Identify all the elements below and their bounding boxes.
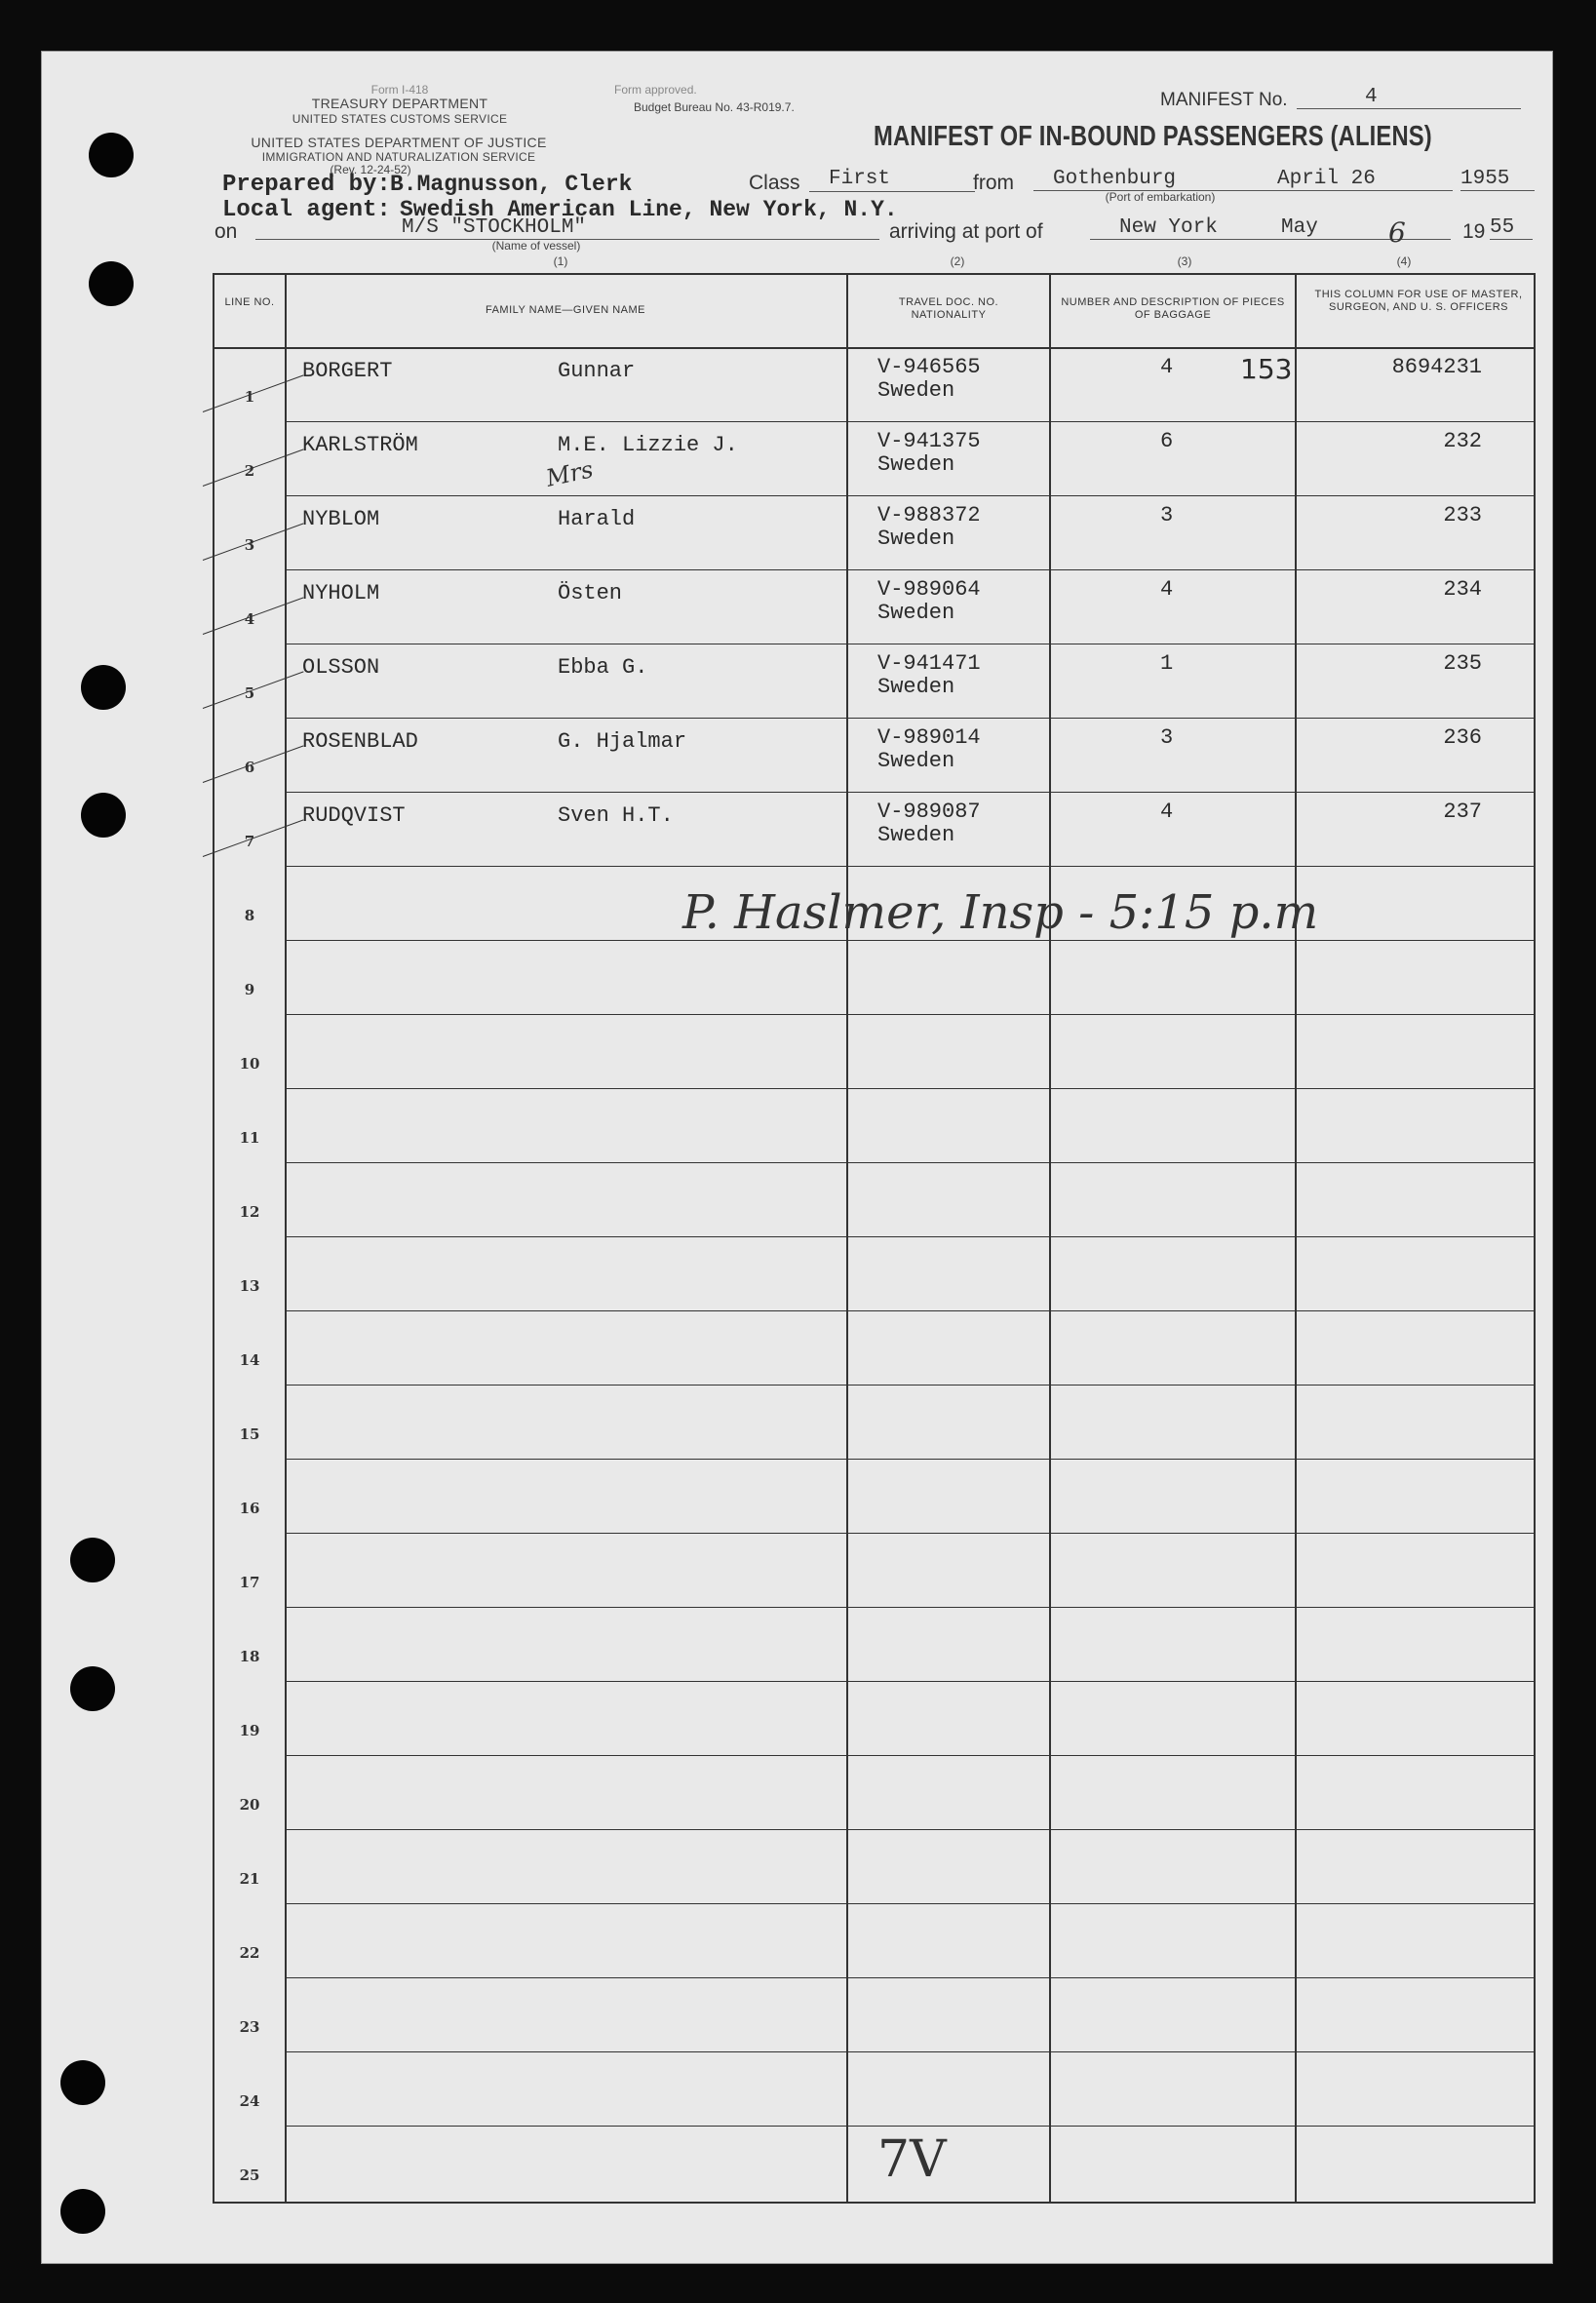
family-name: ROSENBLAD xyxy=(302,729,418,754)
prepared-by-value: B.Magnusson, Clerk xyxy=(390,172,633,197)
row-divider xyxy=(285,1459,1534,1460)
baggage-count: 6 xyxy=(1160,429,1174,453)
row-divider xyxy=(285,1236,1534,1237)
row-divider xyxy=(285,1755,1534,1756)
baggage-count: 3 xyxy=(1160,503,1174,527)
line-number: 2 xyxy=(244,462,255,480)
given-name: Östen xyxy=(558,581,623,605)
line-number: 10 xyxy=(239,1055,260,1073)
line-number: 8 xyxy=(244,907,255,924)
line-number: 20 xyxy=(239,1796,260,1814)
given-name: M.E. Lizzie J. xyxy=(558,433,738,457)
baggage-count: 3 xyxy=(1160,725,1174,750)
arrival-year-prefix: 19 xyxy=(1462,220,1486,243)
binder-hole xyxy=(70,1538,115,1582)
given-name: Gunnar xyxy=(558,359,636,383)
line-number: 17 xyxy=(239,1574,260,1591)
line-number: 14 xyxy=(239,1351,260,1369)
arriving-label: arriving at port of xyxy=(889,220,1043,243)
nationality: Sweden xyxy=(877,527,955,551)
nationality: Sweden xyxy=(877,749,955,773)
column-divider xyxy=(1049,275,1051,2202)
nationality: Sweden xyxy=(877,601,955,625)
line-tick-mark xyxy=(203,671,304,709)
arrival-year: 55 xyxy=(1490,216,1533,240)
header-baggage: NUMBER AND DESCRIPTION OF PIECES OF BAGGAGE xyxy=(1061,296,1285,321)
local-agent-label: Local agent: xyxy=(222,197,391,223)
binder-hole xyxy=(81,665,126,710)
family-name: KARLSTRÖM xyxy=(302,433,418,457)
class-label: Class xyxy=(749,172,800,194)
row-divider xyxy=(285,2051,1534,2052)
line-number: 11 xyxy=(239,1129,260,1147)
row-divider xyxy=(285,1162,1534,1163)
handwritten-number: 153 xyxy=(1240,353,1293,385)
row-divider xyxy=(285,792,1534,793)
nationality: Sweden xyxy=(877,823,955,847)
family-name: NYHOLM xyxy=(302,581,380,605)
family-name: OLSSON xyxy=(302,655,380,680)
binder-hole xyxy=(81,793,126,838)
line-number: 16 xyxy=(239,1500,260,1517)
inspector-signature: P. Haslmer, Insp - 5:15 p.m xyxy=(682,885,1319,940)
line-number: 21 xyxy=(239,1870,260,1888)
binder-hole xyxy=(60,2189,105,2234)
from-label: from xyxy=(973,172,1014,194)
line-number: 6 xyxy=(244,759,255,776)
row-divider xyxy=(285,1533,1534,1534)
binder-hole xyxy=(70,1666,115,1711)
line-number: 9 xyxy=(244,981,255,998)
line-number: 3 xyxy=(244,536,255,554)
nationality: Sweden xyxy=(877,452,955,477)
line-tick-mark xyxy=(203,745,304,783)
travel-doc-number: V-941471 xyxy=(877,651,981,676)
line-number: 13 xyxy=(239,1277,260,1295)
mrs-handwritten-note: Mrs xyxy=(543,455,596,492)
line-number: 19 xyxy=(239,1722,260,1739)
family-name: NYBLOM xyxy=(302,507,380,531)
departure-date: April 26 xyxy=(1267,168,1453,191)
ins-service: IMMIGRATION AND NATURALIZATION SERVICE xyxy=(261,150,536,164)
bottom-mark: 7V xyxy=(877,2130,947,2189)
baggage-count: 1 xyxy=(1160,651,1174,676)
binder-hole xyxy=(60,2060,105,2105)
budget-bureau: Budget Bureau No. 43-R019.7. xyxy=(634,100,795,114)
line-number: 12 xyxy=(239,1203,260,1221)
arrival-month: May xyxy=(1271,216,1388,240)
baggage-count: 4 xyxy=(1160,355,1174,379)
manifest-no-value: 4 xyxy=(1297,86,1521,109)
treasury-dept: TREASURY DEPARTMENT xyxy=(311,96,488,111)
travel-doc-number: V-988372 xyxy=(877,503,981,527)
line-tick-mark xyxy=(203,597,304,635)
row-divider xyxy=(285,718,1534,719)
row-divider xyxy=(285,569,1534,570)
from-value: Gothenburg xyxy=(1033,168,1267,191)
row-divider xyxy=(285,2126,1534,2127)
row-divider xyxy=(285,1977,1534,1978)
row-divider xyxy=(285,1681,1534,1682)
family-name: BORGERT xyxy=(302,359,393,383)
row-divider xyxy=(285,1607,1534,1608)
class-value: First xyxy=(809,168,975,192)
column-divider xyxy=(846,275,848,2202)
row-divider xyxy=(285,495,1534,496)
line-number: 18 xyxy=(239,1648,260,1665)
travel-doc-number: V-941375 xyxy=(877,429,981,453)
line-tick-mark xyxy=(203,449,304,487)
line-number: 23 xyxy=(239,2018,260,2036)
line-number: 7 xyxy=(244,833,255,850)
travel-doc-number: V-989087 xyxy=(877,800,981,824)
on-label: on xyxy=(214,220,238,243)
header-travel-doc: TRAVEL DOC. NO. NATIONALITY xyxy=(898,296,999,321)
header-line-no: LINE NO. xyxy=(224,296,275,308)
nationality: Sweden xyxy=(877,675,955,699)
port-caption: (Port of embarkation) xyxy=(1105,190,1216,204)
departure-year: 1955 xyxy=(1460,168,1535,191)
given-name: Ebba G. xyxy=(558,655,648,680)
given-name: G. Hjalmar xyxy=(558,729,687,754)
row-divider xyxy=(285,866,1534,867)
column-2-caption: (2) xyxy=(950,254,965,268)
row-divider xyxy=(285,1903,1534,1904)
travel-doc-number: V-946565 xyxy=(877,355,981,379)
column-3-caption: (3) xyxy=(1177,254,1192,268)
row-divider xyxy=(285,1014,1534,1015)
family-name: RUDQVIST xyxy=(302,803,406,828)
manifest-no-label: MANIFEST No. xyxy=(1160,90,1288,110)
line-number: 25 xyxy=(239,2166,260,2184)
passenger-table: LINE NO. FAMILY NAME—GIVEN NAME TRAVEL DOC. NO. NATIONALITY NUMBER AND DESCRIPTION OF PIECES OF BAGGAGE THIS COLUMN FOR USE OF MASTER, SURGEON, AND U. S. OFFICERS 1 2 3 4 5 6 7 8 9 10 11 12 13 14 15 16 17 18 19 20 21 22 23 24 25 BORGERT Gunnar V-946565 Sweden 4 153 8694231 KARLSTRÖM M.E. Lizzie J. V-941375 Sweden 6 232 NYBLOM Harald V-988372 Sweden 3 233 NYHOLM Östen V-989064 Sweden 4 234 OLSSON Ebba G. V-941471 Sweden 1 235 ROSENBLAD G. Hjalmar V-989014 Sweden 3 236 RUDQVIST Sven H.T. V-989087 Sweden 4 237 xyxy=(213,273,1536,2204)
baggage-count: 4 xyxy=(1160,800,1174,824)
line-tick-mark xyxy=(203,523,304,561)
row-divider xyxy=(285,1310,1534,1311)
row-divider xyxy=(285,940,1534,941)
vessel-caption: (Name of vessel) xyxy=(491,239,581,253)
baggage-count: 4 xyxy=(1160,577,1174,602)
line-number: 5 xyxy=(244,684,255,702)
travel-doc-number: V-989014 xyxy=(877,725,981,750)
row-divider xyxy=(285,1829,1534,1830)
given-name: Sven H.T. xyxy=(558,803,674,828)
given-name: Harald xyxy=(558,507,636,531)
page-title: MANIFEST OF IN-BOUND PASSENGERS (ALIENS) xyxy=(874,121,1432,152)
form-number: Form I-418 xyxy=(370,83,429,97)
column-divider xyxy=(285,275,287,2202)
row-divider xyxy=(285,1385,1534,1386)
header-name: FAMILY NAME—GIVEN NAME xyxy=(485,304,645,316)
nationality: Sweden xyxy=(877,378,955,403)
line-tick-mark xyxy=(203,374,304,412)
binder-hole xyxy=(89,261,134,306)
header-officers: THIS COLUMN FOR USE OF MASTER, SURGEON, AND U. S. OFFICERS xyxy=(1314,289,1523,313)
arrival-port: New York xyxy=(1090,216,1271,240)
line-number: 22 xyxy=(239,1944,260,1962)
form-approved: Form approved. xyxy=(614,83,697,97)
line-number: 1 xyxy=(244,388,255,406)
header-divider xyxy=(214,347,1534,349)
arrival-day: 6 xyxy=(1388,216,1451,240)
row-divider xyxy=(285,1088,1534,1089)
line-number: 4 xyxy=(244,610,255,628)
prepared-by-label: Prepared by: xyxy=(222,172,391,198)
customs-service: UNITED STATES CUSTOMS SERVICE xyxy=(292,112,508,126)
line-number: 24 xyxy=(239,2092,260,2110)
binder-hole xyxy=(89,133,134,177)
local-agent-value: Swedish American Line, New York, N.Y. xyxy=(400,197,898,222)
revision-date: (Rev. 12-24-52) xyxy=(330,163,411,176)
dept-justice: UNITED STATES DEPARTMENT OF JUSTICE xyxy=(251,135,547,150)
column-1-caption: (1) xyxy=(553,254,568,268)
row-divider xyxy=(285,421,1534,422)
column-4-caption: (4) xyxy=(1396,254,1412,268)
column-divider xyxy=(1295,275,1297,2202)
travel-doc-number: V-989064 xyxy=(877,577,981,602)
vessel-name: M/S "STOCKHOLM" xyxy=(255,216,879,240)
line-number: 15 xyxy=(239,1425,260,1443)
line-tick-mark xyxy=(203,819,304,857)
